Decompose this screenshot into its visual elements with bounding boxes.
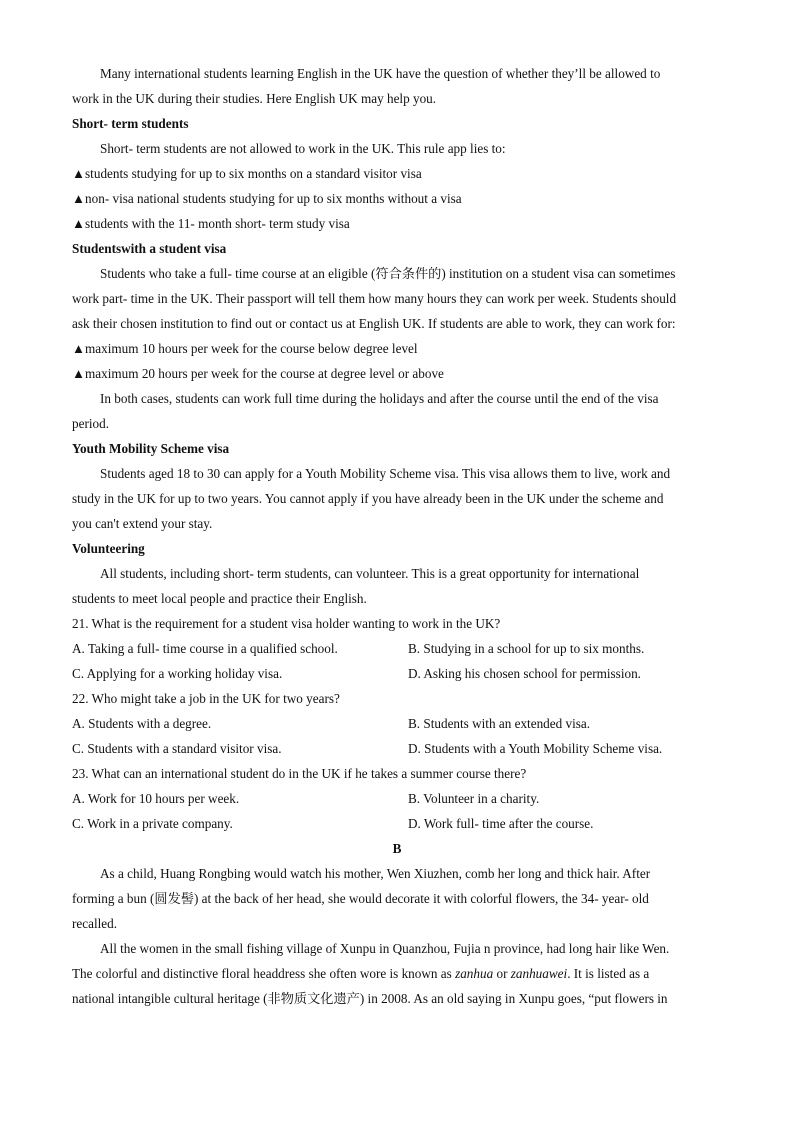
volunteering-line: All students, including short- term students, can volunteer. This is a great opportunity for international: [100, 566, 640, 581]
option-row: [72, 811, 722, 836]
option-row: [72, 661, 722, 686]
student-visa-line: work part- time in the UK. Their passport will tell them how many hours they can work per week. Students should: [72, 291, 677, 306]
option-row: [72, 636, 722, 661]
option-row: [72, 786, 722, 811]
question-stem-23: 23. What can an international student do in the UK if he takes a summer course there?: [72, 766, 527, 781]
student-visa-closing: period.: [72, 416, 109, 431]
option-row: [72, 711, 722, 736]
youth-line: Students aged 18 to 30 can apply for a Youth Mobility Scheme visa. This visa allows them to live, work and: [100, 466, 671, 481]
term-zanhuawei: zanhuawei: [510, 966, 568, 981]
option-a: A. Students with a degree.: [72, 716, 212, 731]
option-d: D. Asking his chosen school for permission.: [408, 666, 641, 681]
passage-b-line: forming a bun (圆发髻) at the back of her head, she would decorate it with colorful flowers, the 34- year- old: [72, 891, 649, 906]
document-page: [72, 61, 722, 1011]
passage-b-line: All the women in the small fishing village of Xunpu in Quanzhou, Fujia n province, had long hair like Wen.: [100, 941, 670, 956]
question-stem-21: 21. What is the requirement for a student visa holder wanting to work in the UK?: [72, 616, 501, 631]
bullet-item: ▲maximum 10 hours per week for the course below degree level: [72, 341, 418, 356]
student-visa-line: Students who take a full- time course at an eligible (符合条件的) institution on a student visa can sometimes: [100, 266, 676, 281]
section-heading-youth-mobility: Youth Mobility Scheme visa: [72, 441, 230, 456]
question-stem-22: 22. Who might take a job in the UK for two years?: [72, 691, 340, 706]
option-d: D. Students with a Youth Mobility Scheme visa.: [408, 741, 663, 756]
text-run: or: [493, 966, 511, 981]
option-c: C. Work in a private company.: [72, 816, 233, 831]
bullet-item: ▲non- visa national students studying for up to six months without a visa: [72, 191, 462, 206]
intro-line: work in the UK during their studies. Here English UK may help you.: [72, 91, 437, 106]
section-heading-student-visa: Studentswith a student visa: [72, 241, 227, 256]
option-a: A. Work for 10 hours per week.: [72, 791, 240, 806]
youth-line: study in the UK for up to two years. You cannot apply if you have already been in the UK under the scheme and: [72, 491, 664, 506]
option-row: [72, 736, 722, 761]
passage-b-line: [72, 961, 722, 986]
bullet-item: ▲students studying for up to six months on a standard visitor visa: [72, 166, 422, 181]
option-b: B. Volunteer in a charity.: [408, 791, 540, 806]
youth-line: you can't extend your stay.: [72, 516, 213, 531]
text-run: . It is listed as a: [567, 966, 650, 981]
section-heading-volunteering: Volunteering: [72, 541, 145, 556]
option-b: B. Students with an extended visa.: [408, 716, 591, 731]
short-term-text: Short- term students are not allowed to work in the UK. This rule app lies to:: [100, 141, 506, 156]
volunteering-line: students to meet local people and practice their English.: [72, 591, 367, 606]
bullet-item: ▲maximum 20 hours per week for the course at degree level or above: [72, 366, 444, 381]
section-label-b: B: [392, 841, 402, 856]
passage-b-line: As a child, Huang Rongbing would watch his mother, Wen Xiuzhen, comb her long and thick hair. After: [100, 866, 651, 881]
bullet-item: ▲students with the 11- month short- term study visa: [72, 216, 350, 231]
term-zanhua: zanhua: [455, 966, 494, 981]
student-visa-line: ask their chosen institution to find out or contact us at English UK. If students are able to work, they can work for:: [72, 316, 676, 331]
intro-line: Many international students learning English in the UK have the question of whether they’ll be allowed to: [100, 66, 661, 81]
option-a: A. Taking a full- time course in a qualified school.: [72, 641, 338, 656]
passage-b-line: recalled.: [72, 916, 118, 931]
option-c: C. Applying for a working holiday visa.: [72, 666, 283, 681]
option-c: C. Students with a standard visitor visa.: [72, 741, 282, 756]
student-visa-closing: In both cases, students can work full time during the holidays and after the course until the end of the visa: [100, 391, 659, 406]
option-d: D. Work full- time after the course.: [408, 816, 594, 831]
passage-b-line: national intangible cultural heritage (非物质文化遗产) in 2008. As an old saying in Xunpu goes, “put flowers in: [72, 991, 668, 1006]
text-run: The colorful and distinctive floral headdress she often wore is known as: [72, 966, 456, 981]
option-b: B. Studying in a school for up to six months.: [408, 641, 645, 656]
section-heading-short-term: Short- term students: [72, 116, 189, 131]
